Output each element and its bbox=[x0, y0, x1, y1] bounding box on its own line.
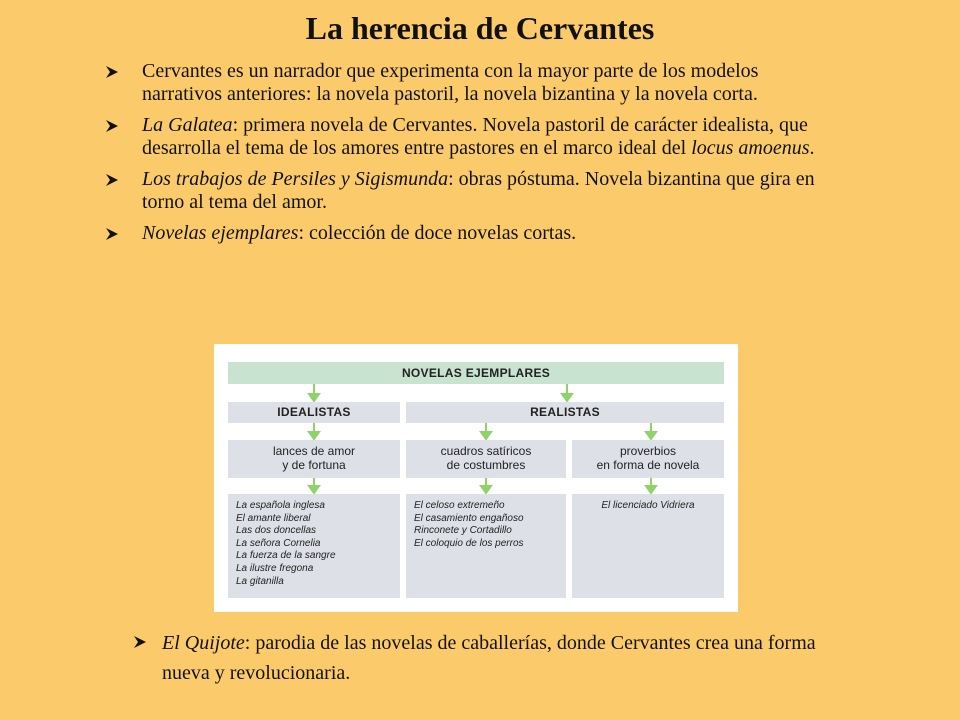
novel-title: Las dos doncellas bbox=[236, 525, 317, 537]
text-run: : obras póstuma. Novela bizantina que gira en torno al tema del amor. bbox=[142, 168, 815, 213]
realistas-label: REALISTAS bbox=[406, 402, 724, 423]
novelas-ejemplares-diagram bbox=[214, 344, 738, 612]
text-run: : primera novela de Cervantes. Novela pastoril de carácter idealista, que desarrolla el tema de los amores entre pastores en el marco ideal del bbox=[142, 114, 808, 159]
novel-title: El amante liberal bbox=[236, 512, 311, 524]
bullet-item bbox=[104, 168, 824, 214]
novel-title: La gitanilla bbox=[236, 575, 284, 587]
footer-bullet bbox=[132, 628, 862, 688]
novel-title: El celoso extremeño bbox=[414, 500, 505, 511]
text-run: : colección de doce novelas cortas. bbox=[298, 222, 577, 244]
arrow-bullet-icon bbox=[104, 168, 120, 188]
theme-line: lances de amor bbox=[272, 444, 356, 458]
italic-title: Novelas ejemplares bbox=[142, 222, 299, 244]
arrow-bullet-icon bbox=[132, 630, 148, 650]
text-run: : parodia de las novelas de caballerías, donde Cervantes crea una forma nueva y revolucionaria. bbox=[162, 632, 816, 684]
satiricos-novels bbox=[406, 494, 566, 598]
novel-title: El coloquio de los perros bbox=[414, 537, 524, 549]
diagram-header: NOVELAS EJEMPLARES bbox=[228, 362, 724, 384]
theme-line: cuadros satíricos bbox=[440, 444, 532, 458]
theme-line: en forma de novela bbox=[596, 458, 700, 472]
novel-title: La señora Cornelia bbox=[236, 537, 321, 549]
theme-line: proverbios bbox=[619, 444, 677, 458]
novel-title: Rinconete y Cortadillo bbox=[414, 525, 512, 537]
novel-title: El casamiento engañoso bbox=[414, 512, 524, 524]
novel-title: La ilustre fregona bbox=[236, 562, 314, 574]
footer-bullet-text bbox=[162, 632, 816, 684]
bullet-item bbox=[104, 60, 824, 106]
theme-line: y de fortuna bbox=[282, 458, 346, 472]
bullet-item bbox=[104, 222, 824, 245]
novel-title: El licenciado Vidriera bbox=[601, 500, 695, 511]
arrow-bullet-icon bbox=[104, 114, 120, 134]
proverbios-novels bbox=[572, 494, 724, 598]
idealistas-label: IDEALISTAS bbox=[228, 402, 400, 423]
bullet-item bbox=[104, 114, 824, 160]
arrow-bullet-icon bbox=[104, 222, 120, 242]
proverbios-theme bbox=[572, 440, 724, 478]
arrow-bullet-icon bbox=[104, 60, 120, 80]
idealistas-theme bbox=[228, 440, 400, 478]
italic-title: El Quijote bbox=[162, 632, 245, 654]
novel-title: La fuerza de la sangre bbox=[236, 550, 336, 562]
text-run: . bbox=[809, 137, 815, 159]
bullet-text bbox=[142, 114, 815, 159]
bullet-text bbox=[142, 222, 576, 244]
bullet-text bbox=[142, 60, 758, 105]
slide-title: La herencia de Cervantes bbox=[305, 10, 655, 46]
theme-line: de costumbres bbox=[446, 458, 526, 472]
italic-title: Los trabajos de Persiles y Sigismunda bbox=[142, 168, 449, 190]
satiricos-theme bbox=[406, 440, 566, 478]
idealistas-novels bbox=[228, 494, 400, 598]
bullet-text bbox=[142, 168, 815, 213]
italic-title: La Galatea bbox=[142, 114, 233, 136]
text-run: Cervantes es un narrador que experimenta con la mayor parte de los modelos narrativos anteriores: la novela pastoril, la novela bizantina y la novela corta. bbox=[142, 60, 759, 105]
bullet-list bbox=[104, 60, 824, 253]
italic-title: locus amoenus bbox=[691, 137, 810, 159]
novel-title: La española inglesa bbox=[236, 500, 325, 511]
